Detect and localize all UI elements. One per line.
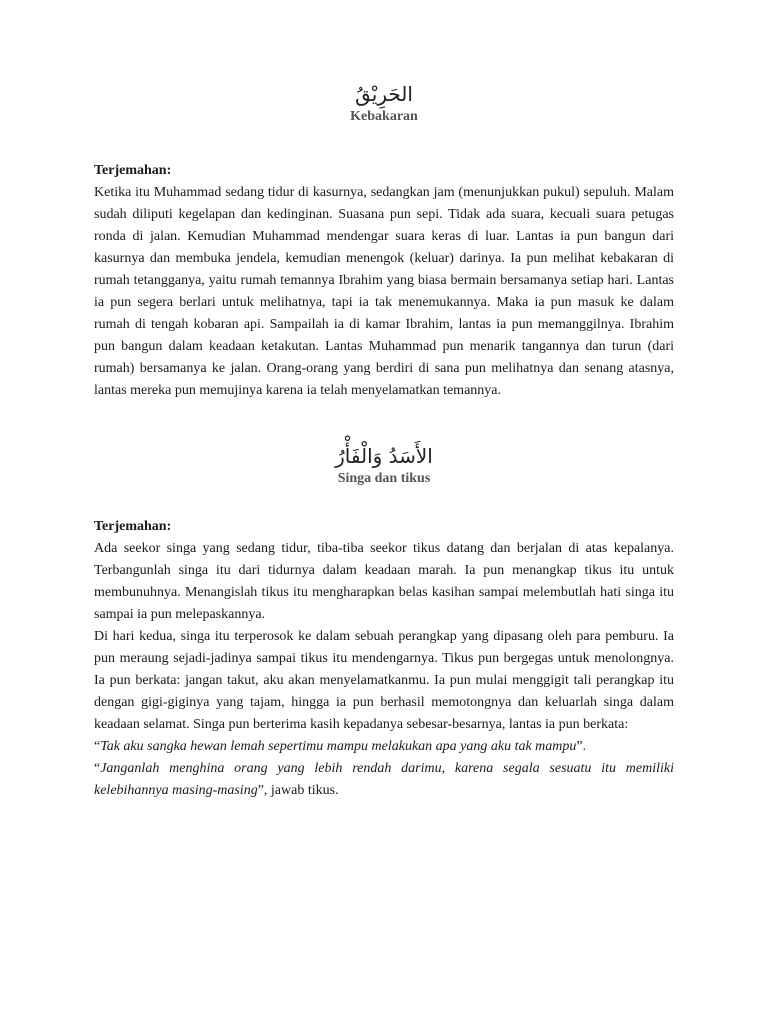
arabic-title: الحَرِيْقُ	[355, 82, 413, 106]
story-paragraph: Di hari kedua, singa itu terperosok ke dalam sebuah perangkap yang dipasang oleh para pemburu. Ia pun meraung sejadi-jadinya sampai tikus itu mendengarnya. Tikus pun bergegas untuk menolongnya. Ia pun berkata: jangan takut, aku akan menyelamatkanmu. Ia pun mulai menggigit tali perangkap itu dengan gigi-giginya yang tajam, hingga ia pun berhasil memotongnya dan keluarlah singa dalam keadaan selamat. Singa pun berterima kasih kepadanya sebesar-besarnya, lantas ia pun berkata:	[94, 629, 674, 732]
story-title: Singa dan tikus	[337, 471, 431, 486]
quote-line	[94, 758, 674, 802]
arabic-title: الأَسَدُ وَالْفَأْرُ	[335, 444, 433, 468]
quote-text: Tak aku sangka hewan lemah sepertimu mampu melakukan apa yang aku tak mampu	[100, 739, 577, 754]
story-kebakaran	[94, 80, 674, 402]
quote-text: Janganlah menghina orang yang lebih rendah darimu, karena segala sesuatu itu memiliki kelebihannya masing-masing	[94, 761, 674, 798]
quote-open: “	[94, 761, 101, 776]
story-singa-dan-tikus	[94, 442, 674, 802]
quote-close: ”, jawab tikus.	[257, 783, 339, 798]
quote-close: ”.	[576, 739, 587, 754]
translation-label: Terjemahan:	[94, 519, 172, 534]
story-paragraph: Ada seekor singa yang sedang tidur, tiba-tiba seekor tikus datang dan berjalan di atas kepalanya. Terbangunlah singa itu dari tidurnya dalam keadaan marah. Ia pun menangkap tikus itu untuk membunuhnya. Menangislah tikus itu mengharapkan belas kasihan sampai melembutlah hati singa itu sampai ia pun melepaskannya.	[94, 541, 674, 622]
quote-open: “	[94, 739, 101, 754]
story-title: Kebakaran	[350, 109, 418, 124]
translation-label: Terjemahan:	[94, 163, 172, 178]
story-paragraph: Ketika itu Muhammad sedang tidur di kasurnya, sedangkan jam (menunjukkan pukul) sepuluh. Malam sudah diliputi kegelapan dan kedinginan. Suasana pun sepi. Tidak ada suara, kecuali suara petugas ronda di jalan. Kemudian Muhammad mendengar suara keras di luar. Lantas ia pun bangun dari kasurnya dan membuka jendela, kemudian menengok (keluar) darinya. Ia pun melihat kebakaran di rumah tetangganya, yaitu rumah temannya Ibrahim yang biasa bermain bersamanya setiap hari. Lantas ia pun segera berlari untuk melihatnya, tapi ia tak menemukannya. Maka ia pun masuk ke dalam rumah di tengah kobaran api. Sampailah ia di kamar Ibrahim, lantas ia pun memanggilnya. Ibrahim pun bangun dalam keadaan ketakutan. Lantas Muhammad pun menarik tangannya dan turun (dari rumah) bersamanya ke jalan. Orang-orang yang berdiri di sana pun melihatnya dan senang atasnya, lantas mereka pun memujinya karena ia telah menyelamatkan temannya.	[94, 185, 674, 398]
document-page	[94, 80, 674, 802]
quote-line	[94, 736, 674, 758]
